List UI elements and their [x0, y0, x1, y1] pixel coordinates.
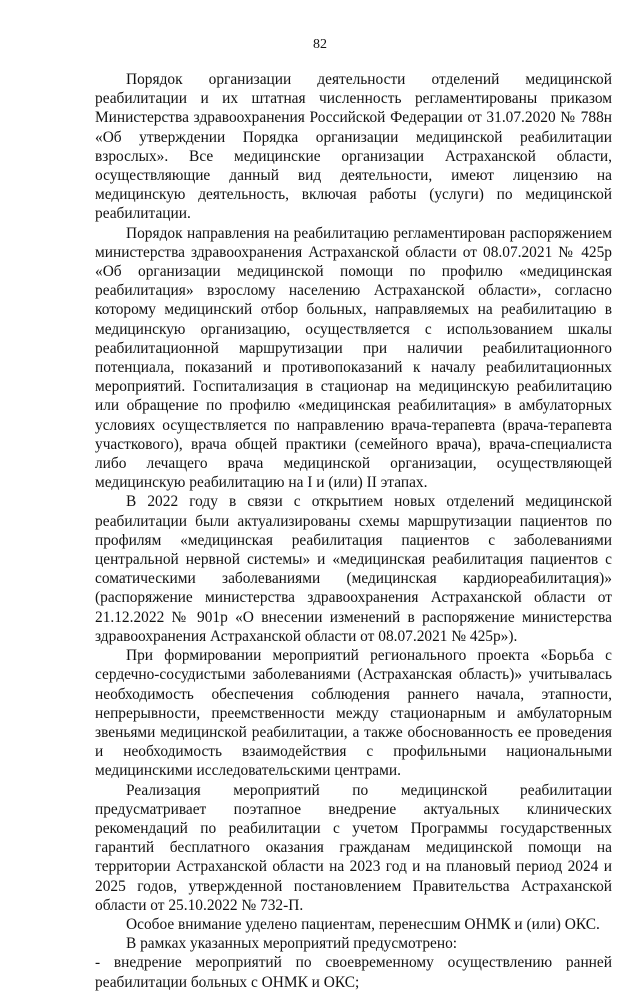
paragraph-measures-intro: В рамках указанных мероприятий предусмотрено: — [126, 935, 458, 953]
list-item-early-rehab: - внедрение мероприятий по своевременному осуществлению ранней реабилитации больных с ОНМК и ОКС; — [95, 954, 612, 991]
document-body — [95, 70, 612, 992]
paragraph-routing-schemes-2022: В 2022 году в связи с открытием новых отделений медицинской реабилитации были актуализированы схемы маршрутизации пациентов по профилям «медицинская реабилитация пациентов с заболеваниями центральной нервной системы» и «медицинская реабилитация пациентов с соматическими заболеваниями (медицинская кардиореабилитация)» (распоряжение министерства здравоохранения Астраханской области от 21.12.2022 № 901р «О внесении изменений в распоряжение министерства здравоохранения Астраханской области от 08.07.2021 № 425р»). — [95, 493, 612, 645]
paragraph-rehab-departments-order: Порядок организации деятельности отделений медицинской реабилитации и их штатная численность регламентированы приказом Министерства здравоохранения Российской Федерации от 31.07.2020 № 788н «Об утверждении Порядка организации медицинской реабилитации взрослых». Все медицинские организации Астраханской области, осуществляющие данный вид деятельности, имеют лицензию на медицинскую деятельность, включая работы (услуги) по медицинской реабилитации. — [95, 71, 612, 223]
paragraph-regional-project: При формировании мероприятий регионального проекта «Борьба с сердечно-сосудистыми заболеваниями (Астраханская область)» учитывалась необходимость обеспечения соблюдения раннего начала, этапности, непрерывности, преемственности между стационарным и амбулаторным звеньями медицинской реабилитации, а также обоснованность ее проведения и необходимость взаимодействия с профильными национальными медицинскими исследовательскими центрами. — [95, 647, 612, 780]
paragraph-referral-order: Порядок направления на реабилитацию регламентирован распоряжением министерства здравоохранения Астраханской области от 08.07.2021 № 425р «Об организации медицинской помощи по профилю «медицинская реабилитация» взрослому населению Астраханской области», согласно которому медицинский отбор больных, направляемых на реабилитацию в медицинскую организацию, осуществляется с использованием шкалы реабилитационной маршрутизации при наличии реабилитационного потенциала, показаний и противопоказаний к началу реабилитационных мероприятий. Госпитализация в стационар на медицинскую реабилитацию или обращение по профилю «медицинская реабилитация» в амбулаторных условиях осуществляется по направлению врача-терапевта (врача-терапевта участкового), врача общей практики (семейного врача), врача-специалиста либо лечащего врача медицинской организации, осуществляющей медицинскую реабилитацию на I и (или) II этапах. — [95, 224, 612, 492]
page-number: 82 — [313, 37, 327, 52]
paragraph-special-attention: Особое внимание уделено пациентам, перенесшим ОНМК и (или) ОКС. — [126, 915, 600, 933]
paragraph-implementation: Реализация мероприятий по медицинской реабилитации предусматривает поэтапное внедрение актуальных клинических рекомендаций по реабилитации с учетом Программы государственных гарантий бесплатного оказания гражданам медицинской помощи на территории Астраханской области на 2023 год и на плановый период 2024 и 2025 годов, утвержденной постановлением Правительства Астраханской области от 25.10.2022 № 732-П. — [95, 781, 612, 914]
